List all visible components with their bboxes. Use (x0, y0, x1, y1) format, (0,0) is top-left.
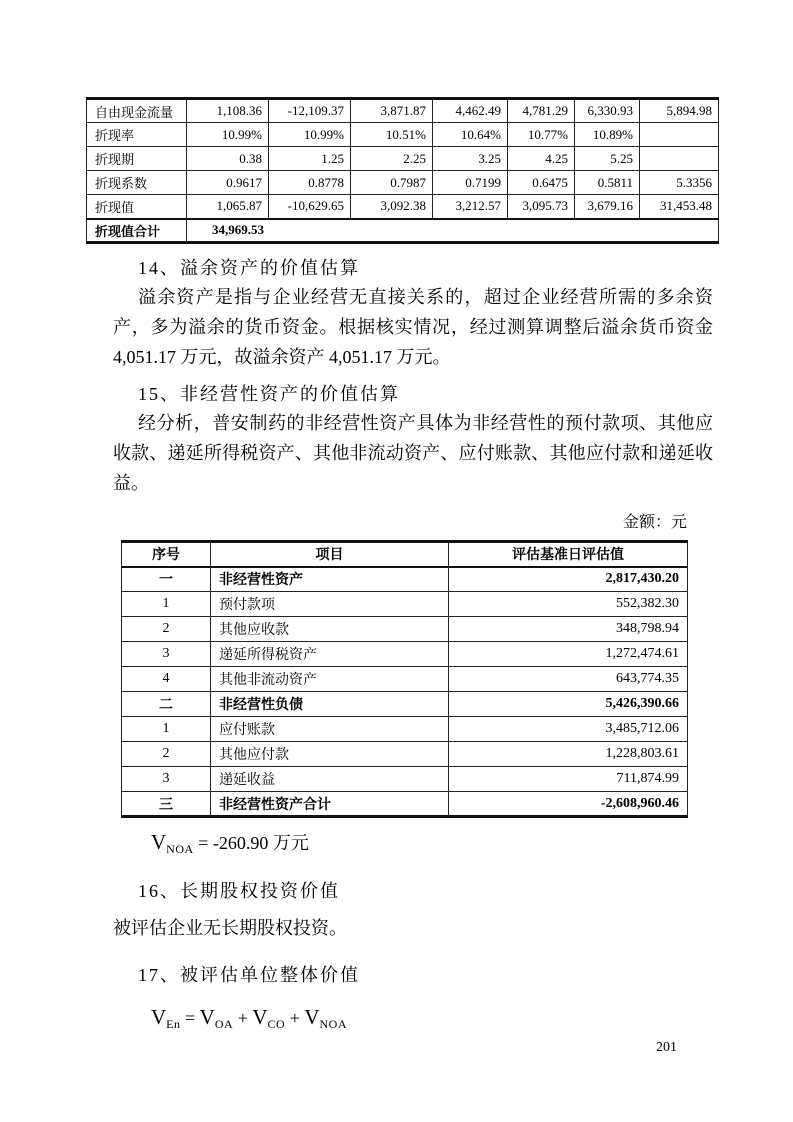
section-15-paragraph: 经分析，普安制药的非经营性资产具体为非经营性的预付款项、其他应收款、递延所得税资产、其他非流动资产、应付账款、其他应付款和递延收益。 (113, 413, 713, 493)
table-header (122, 542, 688, 567)
cell-value: 4,781.29 (508, 99, 575, 123)
header-item: 项目 (211, 542, 449, 567)
row-label: 折现期 (87, 147, 187, 171)
formula-subscript: NOA (166, 842, 194, 856)
cell-value: 0.38 (187, 147, 269, 171)
table-row (87, 99, 719, 123)
table-row (122, 717, 688, 742)
row-label: 折现值合计 (87, 219, 187, 243)
cell-serial: 3 (122, 767, 211, 792)
table-row (122, 592, 688, 617)
cell-serial: 三 (122, 792, 211, 817)
table-row (87, 147, 719, 171)
plus-sign: + (237, 1008, 248, 1028)
cell-item: 非经营性资产 (211, 567, 449, 592)
cell-value: 1.25 (269, 147, 351, 171)
table-row (87, 123, 719, 147)
formula-subscript: NOA (319, 1017, 348, 1031)
cell-value: 31,453.48 (640, 195, 719, 219)
cell-value: 2.25 (351, 147, 433, 171)
formula-symbol: V (252, 1005, 268, 1029)
cell-value: -2,608,960.46 (449, 792, 688, 817)
formula-subscript: CO (267, 1017, 286, 1031)
cell-value: 4,462.49 (433, 99, 508, 123)
cell-value: 6,330.93 (575, 99, 640, 123)
cell-item: 其他应付款 (211, 742, 449, 767)
cell-item: 递延收益 (211, 767, 449, 792)
table-row (87, 171, 719, 195)
cell-serial: 4 (122, 667, 211, 692)
cell-serial: 3 (122, 642, 211, 667)
cell-item: 非经营性负债 (211, 692, 449, 717)
header-serial: 序号 (122, 542, 211, 567)
cell-value: 10.77% (508, 123, 575, 147)
section-15-heading: 15、非经营性资产的价值估算 (138, 384, 400, 404)
cell-item: 非经营性资产合计 (211, 792, 449, 817)
section-14-paragraph: 溢余资产是指与企业经营无直接关系的，超过企业经营所需的多余资产，多为溢余的货币资金。根据核实情况，经过测算调整后溢余货币资金 4,051.17 万元，故溢余资产 4,051.17 万元。 (113, 287, 713, 367)
cell-value: 552,382.30 (449, 592, 688, 617)
formula-symbol: V (304, 1005, 320, 1029)
section-17-heading: 17、被评估单位整体价值 (138, 965, 360, 985)
cell-item: 预付款项 (211, 592, 449, 617)
ven-formula (113, 1001, 713, 1040)
total-value: 34,969.53 (212, 222, 264, 238)
cell-value: 0.8778 (269, 171, 351, 195)
formula-symbol: V (199, 1005, 215, 1029)
cell-value: 1,228,803.61 (449, 742, 688, 767)
non-operating-assets-table (121, 540, 688, 818)
cell-value: 10.89% (575, 123, 640, 147)
total-value-cell (187, 219, 719, 243)
row-label: 折现值 (87, 195, 187, 219)
cell-value: 5.3356 (640, 171, 719, 195)
cell-value: -12,109.37 (269, 99, 351, 123)
cell-serial: 2 (122, 742, 211, 767)
cell-item: 其他非流动资产 (211, 667, 449, 692)
cell-value: 3,871.87 (351, 99, 433, 123)
cell-value: 0.7987 (351, 171, 433, 195)
cell-item: 应付账款 (211, 717, 449, 742)
cell-value: 3.25 (433, 147, 508, 171)
cell-value: 0.7199 (433, 171, 508, 195)
cell-serial: 二 (122, 692, 211, 717)
plus-sign: + (289, 1008, 300, 1028)
cell-value: 0.9617 (187, 171, 269, 195)
cell-value: 10.99% (269, 123, 351, 147)
cell-value: 2,817,430.20 (449, 567, 688, 592)
table-row (122, 667, 688, 692)
cell-value: 4.25 (508, 147, 575, 171)
table-row (122, 567, 688, 592)
cell-value: 3,092.38 (351, 195, 433, 219)
header-row (122, 542, 688, 567)
table-row (122, 692, 688, 717)
vnoa-formula (113, 828, 713, 863)
cell-value: 3,212.57 (433, 195, 508, 219)
cell-value (640, 123, 719, 147)
cell-value: 10.51% (351, 123, 433, 147)
row-label: 折现率 (87, 123, 187, 147)
cell-value: 0.6475 (508, 171, 575, 195)
cell-value: -10,629.65 (269, 195, 351, 219)
table-total-row (87, 219, 719, 243)
cell-value: 643,774.35 (449, 667, 688, 692)
table-row (122, 742, 688, 767)
cell-value: 1,065.87 (187, 195, 269, 219)
cell-value: 5,894.98 (640, 99, 719, 123)
discount-table (86, 97, 719, 244)
table-row (122, 617, 688, 642)
formula-symbol: V (151, 1005, 167, 1029)
cell-serial: 一 (122, 567, 211, 592)
table-unit-note: 金额：元 (622, 514, 687, 531)
formula-symbol: V (151, 830, 167, 854)
row-label: 折现系数 (87, 171, 187, 195)
cell-serial: 2 (122, 617, 211, 642)
cell-value: 711,874.99 (449, 767, 688, 792)
table-row (87, 195, 719, 219)
table-row (122, 642, 688, 667)
cell-value (640, 147, 719, 171)
formula-result: = -260.90 万元 (198, 833, 309, 853)
cell-value: 5,426,390.66 (449, 692, 688, 717)
cell-value: 3,095.73 (508, 195, 575, 219)
header-value: 评估基准日评估值 (449, 542, 688, 567)
cell-value: 3,679.16 (575, 195, 640, 219)
cell-serial: 1 (122, 717, 211, 742)
cell-value: 3,485,712.06 (449, 717, 688, 742)
row-label: 自由现金流量 (87, 99, 187, 123)
cell-serial: 1 (122, 592, 211, 617)
cell-value: 348,798.94 (449, 617, 688, 642)
section-16-heading: 16、长期股权投资价值 (138, 881, 340, 901)
cell-value: 10.64% (433, 123, 508, 147)
section-14-heading: 14、溢余资产的价值估算 (138, 258, 360, 278)
cell-value: 0.5811 (575, 171, 640, 195)
cell-value: 5.25 (575, 147, 640, 171)
cell-item: 递延所得税资产 (211, 642, 449, 667)
page-number: 201 (656, 1040, 677, 1055)
table-total-row (122, 792, 688, 817)
cell-value: 10.99% (187, 123, 269, 147)
formula-subscript: En (166, 1017, 181, 1031)
formula-subscript: OA (214, 1017, 234, 1031)
equals-sign: = (185, 1008, 196, 1028)
cell-value: 1,108.36 (187, 99, 269, 123)
cell-item: 其他应收款 (211, 617, 449, 642)
table-row (122, 767, 688, 792)
section-16-paragraph: 被评估企业无长期股权投资。 (113, 918, 347, 938)
cell-value: 1,272,474.61 (449, 642, 688, 667)
